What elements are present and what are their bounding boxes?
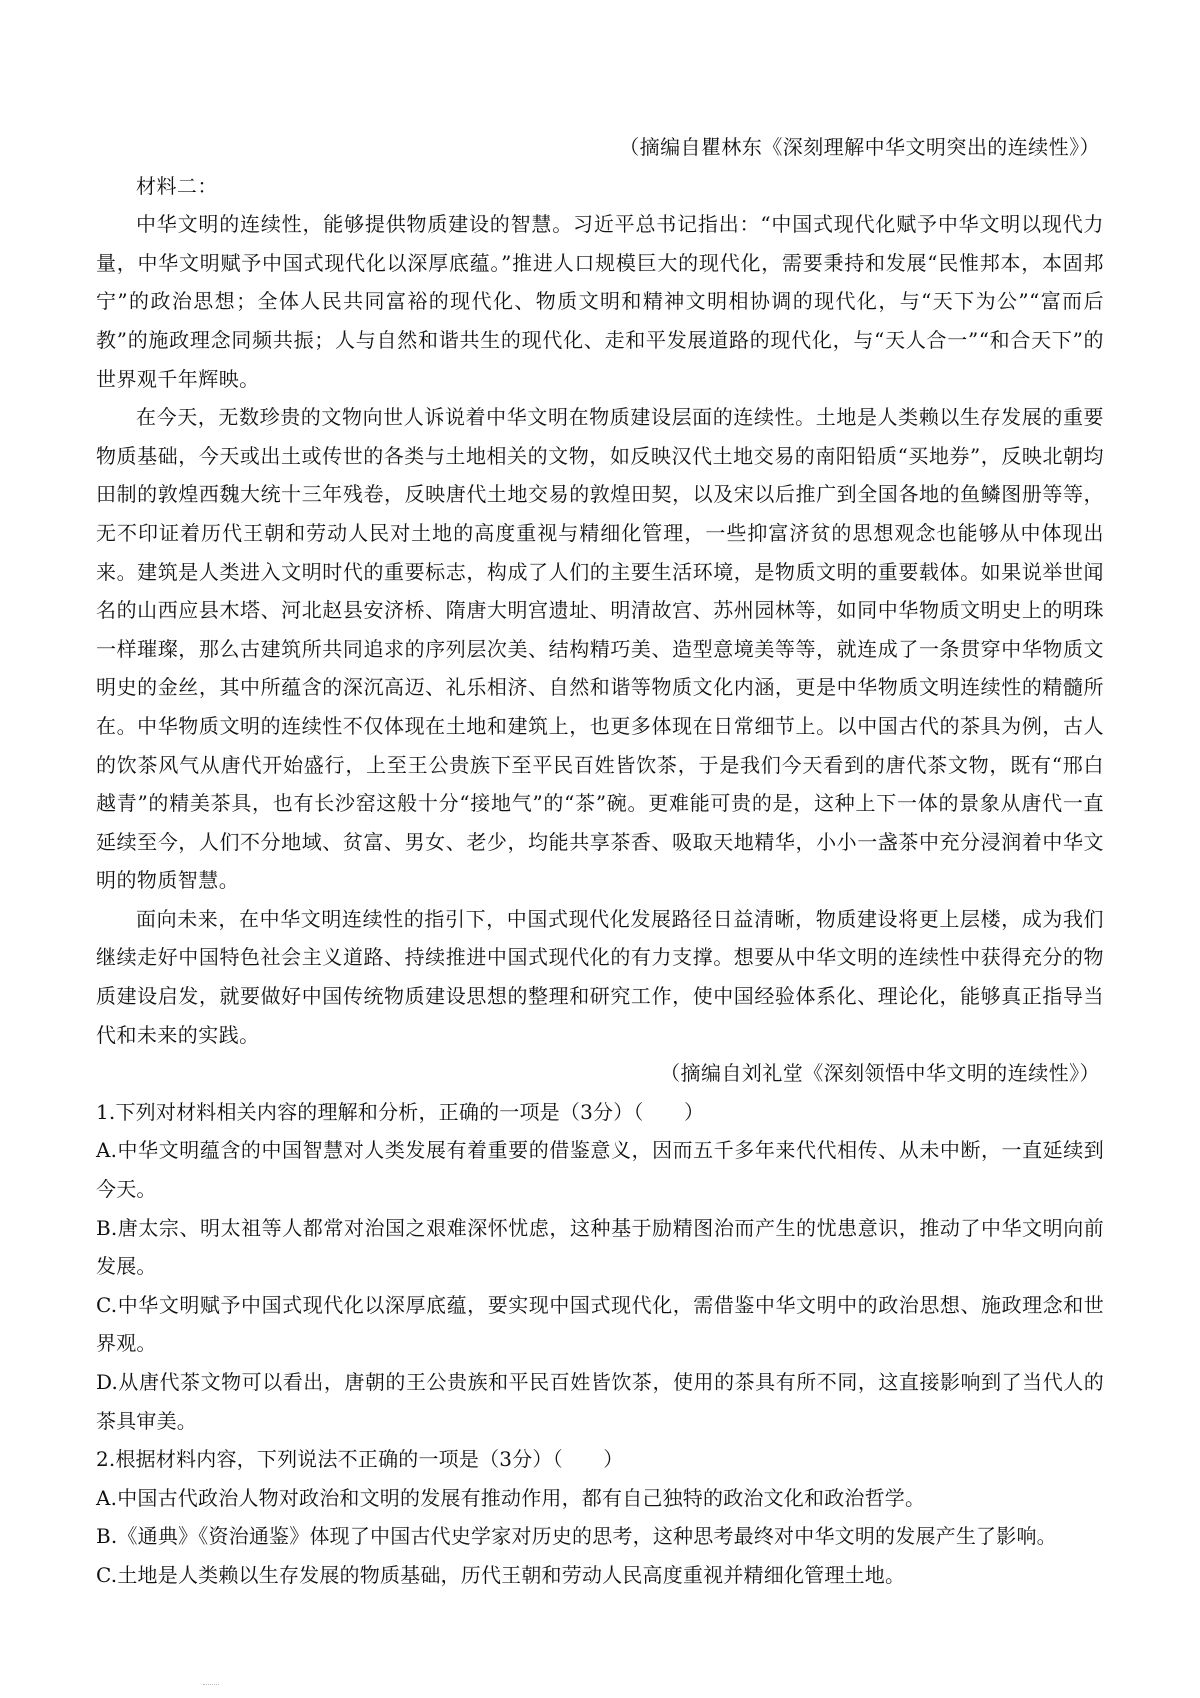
paragraph: 中华文明的连续性，能够提供物质建设的智慧。习近平总书记指出：“中国式现代化赋予中华文明以现代力量，中华文明赋予中国式现代化以深厚底蕴。”推进人口规模巨大的现代化，需要秉持和发展“民惟邦本，本固邦宁”的政治思想；全体人民共同富裕的现代化、物质文明和精神文明相协调的现代化，与“天下为公”“富而后教”的施政理念同频共振；人与自然和谐共生的现代化、走和平发展道路的现代化，与“天人合一”“和合天下”的世界观千年辉映。: [96, 212, 1104, 391]
material1-source: （摘编自瞿林东《深刻理解中华文明突出的连续性》）: [619, 135, 1100, 159]
question-1-option-c[interactable]: C.中华文明赋予中国式现代化以深厚底蕴，要实现中国式现代化，需借鉴中华文明中的政治思想、施政理念和世界观。: [96, 1292, 1104, 1356]
material2-heading: 材料二：: [136, 173, 218, 198]
page-content: [96, 128, 1104, 1595]
question-1-stem: 1.下列对材料相关内容的理解和分析，正确的一项是（3分）（ ）: [96, 1099, 705, 1124]
question-2-option-c[interactable]: C.土地是人类赖以生存发展的物质基础，历代王朝和劳动人民高度重视并精细化管理土地。: [96, 1562, 906, 1587]
question-2-option-a[interactable]: A.中国古代政治人物对政治和文明的发展有推动作用，都有自己独特的政治文化和政治哲学。: [96, 1485, 926, 1510]
footer-dot-mark: [203, 1684, 219, 1687]
question-2-option-b[interactable]: B.《通典》《资治通鉴》体现了中国古代史学家对历史的思考，这种思考最终对中华文明的发展产生了影响。: [96, 1524, 1057, 1549]
question-2-stem: 2.根据材料内容，下列说法不正确的一项是（3分）（ ）: [96, 1447, 624, 1472]
paragraph: 在今天，无数珍贵的文物向世人诉说着中华文明在物质建设层面的连续性。土地是人类赖以生存发展的重要物质基础，今天或出土或传世的各类与土地相关的文物，如反映汉代土地交易的南阳铅质“买地券”，反映北朝均田制的敦煌西魏大统十三年残卷，反映唐代土地交易的敦煌田契，以及宋以后推广到全国各地的鱼鳞图册等等，无不印证着历代王朝和劳动人民对土地的高度重视与精细化管理，一些抑富济贫的思想观念也能够从中体现出来。建筑是人类进入文明时代的重要标志，构成了人们的主要生活环境，是物质文明的重要载体。如果说举世闻名的山西应县木塔、河北赵县安济桥、隋唐大明宫遗址、明清故宫、苏州园林等，如同中华物质文明史上的明珠一样璀璨，那么古建筑所共同追求的序列层次美、结构精巧美、造型意境美等等，就连成了一条贯穿中华物质文明史的金丝，其中所蕴含的深沉高迈、礼乐相济、自然和谐等物质文化内涵，更是中华物质文明连续性的精髓所在。中华物质文明的连续性不仅体现在土地和建筑上，也更多体现在日常细节上。以中国古代的茶具为例，古人的饮茶风气从唐代开始盛行，上至王公贵族下至平民百姓皆饮茶，于是我们今天看到的唐代茶文物，既有“邢白越青”的精美茶具，也有长沙窑这般十分“接地气”的“茶”碗。更难能可贵的是，这种上下一体的景象从唐代一直延续至今，人们不分地域、贫富、男女、老少，均能共享茶香、吸取天地精华，小小一盏茶中充分浸润着中华文明的物质智慧。: [96, 405, 1104, 893]
question-1-option-d[interactable]: D.从唐代茶文物可以看出，唐朝的王公贵族和平民百姓皆饮茶，使用的茶具有所不同，这直接影响到了当代人的茶具审美。: [96, 1370, 1104, 1433]
material2-source: （摘编自刘礼堂《深刻领悟中华文明的连续性》）: [660, 1061, 1100, 1086]
question-1-option-b[interactable]: B.唐太宗、明太祖等人都常对治国之艰难深怀忧虑，这种基于励精图治而产生的忧患意识，推动了中华文明向前发展。: [96, 1215, 1104, 1279]
question-1-option-a[interactable]: A.中华文明蕴含的中国智慧对人类发展有着重要的借鉴意义，因而五千多年来代代相传、从未中断，一直延续到今天。: [96, 1138, 1104, 1202]
paragraph: 面向未来，在中华文明连续性的指引下，中国式现代化发展路径日益清晰，物质建设将更上层楼，成为我们继续走好中国特色社会主义道路、持续推进中国式现代化的有力支撑。想要从中华文明的连续性中获得充分的物质建设启发，就要做好中国传统物质建设思想的整理和研究工作，使中国经验体系化、理论化，能够真正指导当代和未来的实践。: [96, 906, 1104, 1047]
